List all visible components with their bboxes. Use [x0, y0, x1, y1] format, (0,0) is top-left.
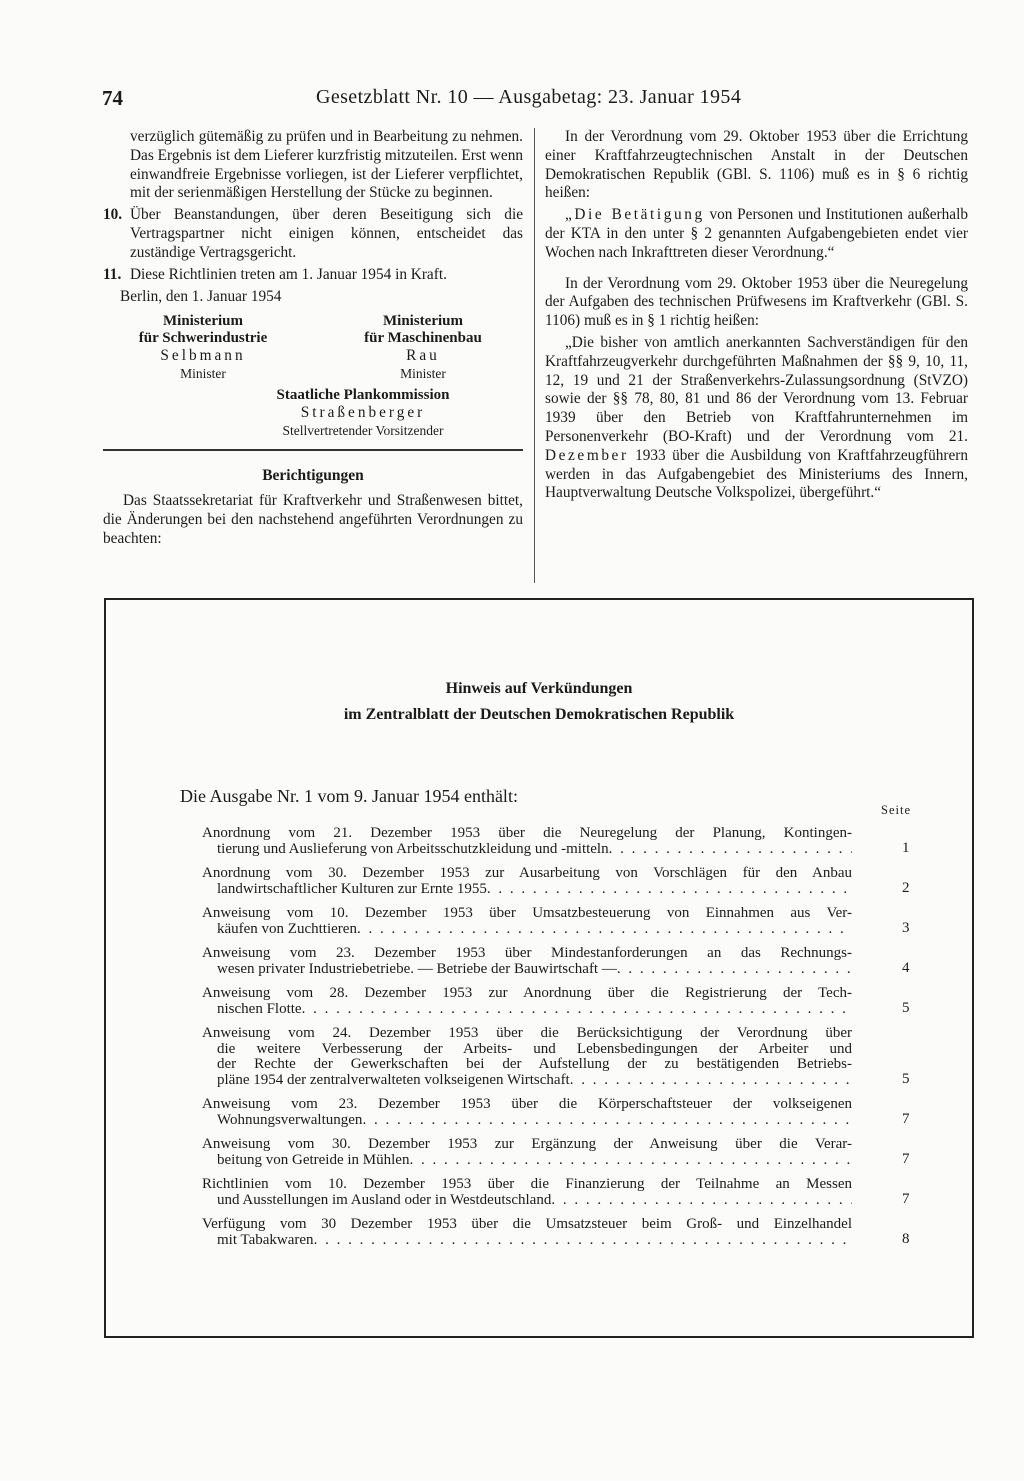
entry-page: 7 — [902, 1150, 910, 1167]
notice-title: Hinweis auf Verkündungen — [445, 680, 633, 697]
entry-line — [217, 1153, 852, 1169]
commission-name: Staatliche Plankommission — [276, 387, 450, 404]
signatory-role: Minister — [180, 366, 226, 382]
leader-dots — [570, 1073, 852, 1089]
entry-line — [217, 962, 852, 978]
signatory-name: Selbmann — [160, 347, 246, 365]
corrections-title: Berichtigungen — [262, 467, 364, 485]
entry-line — [217, 1002, 852, 1018]
commission-signature — [213, 387, 513, 439]
entry-text: pläne 1954 der zentralverwalteten volkseigenen Wirtschaft — [217, 1071, 570, 1088]
entry-line: Anweisung vom 28. Dezember 1953 zur Anordnung über die Registrierung der Tech- — [202, 985, 852, 1001]
page-column-label: Seite — [881, 803, 911, 817]
list-item — [202, 826, 952, 857]
list-item — [202, 906, 952, 937]
commission-role: Stellvertretender Vorsitzender — [282, 423, 444, 439]
entry-text: käufen von Zuchttieren — [217, 920, 357, 937]
signatures — [103, 313, 523, 382]
entry-page: 7 — [902, 1190, 910, 1207]
entry-page: 7 — [902, 1110, 910, 1127]
leader-dots — [609, 842, 852, 858]
page-number: 74 — [102, 86, 123, 110]
section-rule — [103, 449, 523, 451]
intro-text: verzüglich gütemäßig zu prüfen und in Bearbeitung zu nehmen. Das Ergebnis ist dem Lieferer kurzfristig mitzuteilen. Erst wenn einwandfreie Ergebnisse vorliegen, ist der Lieferer verpflichtet, mit der serienmäßigen Herstellung der Stücke zu beginnen. — [130, 128, 523, 202]
list-item-10 — [103, 206, 523, 262]
quote-spaced-text: „Die Betätigung — [565, 206, 705, 224]
entry-line: Anweisung vom 23. Dezember 1953 über die Körperschaftsteuer der volkseigenen — [202, 1096, 852, 1112]
place-date: Berlin, den 1. Januar 1954 — [120, 288, 282, 306]
quote-text: „Die bisher von amtlich anerkannten Sachverständigen für den Kraftfahrzeugverkehr durchgeführten Maßnahmen der §§ 9, 10, 11, 12, 19 und 21 der Straßenverkehrs-Zulassungsordnung (StVZO) sowie der §§ 78, 80, 81 und 86 der Verordnung vom 13. Februar 1939 über den Betrieb von Kraftfahrunternehmen im Personenverkehr (BO-Kraft) und der Verordnung vom 21. — [545, 333, 968, 445]
entry-line — [217, 1193, 852, 1209]
quote-spaced-text: Dezember — [545, 446, 629, 464]
list-item — [202, 986, 952, 1017]
leader-dots — [409, 1153, 852, 1169]
entry-line: die weitere Verbesserung der Arbeits- und Lebensbedingungen der Arbeiter und — [217, 1040, 852, 1057]
list-item-11 — [103, 266, 523, 285]
entry-line — [217, 1073, 852, 1089]
leader-dots — [314, 1233, 852, 1249]
list-item — [202, 866, 952, 897]
continued-item — [103, 128, 523, 203]
entry-line — [217, 922, 852, 938]
contents-list — [202, 826, 952, 1257]
correction-paragraph-2: In der Verordnung vom 29. Oktober 1953 über die Neuregelung der Aufgaben des technischen Prüfwesens im Kraftverkehr (GBl. S. 1106) muß es in § 1 richtig heißen: — [545, 274, 968, 330]
entry-page: 5 — [902, 999, 910, 1016]
list-item — [202, 1097, 952, 1128]
list-item — [202, 1177, 952, 1208]
issue-line: Die Ausgabe Nr. 1 vom 9. Januar 1954 enthält: — [180, 786, 518, 806]
entry-line: der Rechte der Gewerkschaften bei der Aufstellung der zu bestätigenden Betriebs- — [217, 1056, 852, 1072]
entry-line: Anordnung vom 30. Dezember 1953 zur Ausarbeitung von Vorschlägen für den Anbau — [202, 865, 852, 881]
ministry-name: Ministerium — [163, 313, 243, 330]
entry-text: nischen Flotte — [217, 1000, 302, 1017]
correction-quote-1 — [545, 206, 968, 262]
leader-dots — [302, 1002, 852, 1018]
entry-line: Richtlinien vom 10. Dezember 1953 über die Finanzierung der Teilnahme an Messen — [202, 1176, 852, 1192]
leader-dots — [357, 922, 852, 938]
quote-text: von Personen und Institutionen außerhalb der KTA in den unter § 2 genannten Aufgabengebieten endet vier Wochen nach Inkrafttreten dieser Verordnung.“ — [545, 206, 968, 261]
entry-line — [217, 882, 852, 898]
leader-dots — [551, 1193, 852, 1209]
entry-line: Anordnung vom 21. Dezember 1953 über die Neuregelung der Planung, Kontingen- — [202, 825, 852, 841]
entry-page: 2 — [902, 879, 910, 896]
signatory-name: Rau — [406, 347, 440, 365]
signature-block — [323, 313, 523, 382]
ministry-name: für Schwerindustrie — [138, 330, 268, 347]
entry-text: landwirtschaftlicher Kulturen zur Ernte 1955 — [217, 880, 487, 897]
entry-page: 1 — [902, 839, 910, 856]
list-item — [202, 1217, 952, 1248]
entry-text: beitung von Getreide in Mühlen — [217, 1151, 410, 1168]
entry-text: tierung und Auslieferung von Arbeitsschutzkleidung und -mitteln — [217, 840, 609, 857]
item-text: Über Beanstandungen, über deren Beseitigung sich die Vertragspartner nicht einigen können, entscheidet das zuständige Vertragsgericht. — [130, 206, 523, 261]
notice-subtitle: im Zentralblatt der Deutschen Demokratischen Republik — [343, 706, 735, 723]
correction-quote-2 — [545, 334, 968, 503]
column-divider — [534, 128, 535, 583]
entry-line: Anweisung vom 30. Dezember 1953 zur Ergänzung der Anweisung über die Verar- — [202, 1136, 852, 1152]
commission-signatory: Straßenberger — [300, 404, 426, 422]
corrections-text: Das Staatssekretariat für Kraftverkehr und Straßenwesen bittet, die Änderungen bei den nachstehend angeführten Verordnungen zu beachten: — [103, 491, 523, 547]
entry-line — [217, 1113, 852, 1129]
quote-text: 1933 über die Ausbildung von Kraftfahrzeugführern werden in das Aufgabengebiet des Ministeriums des Innern, Hauptverwaltung Deutsche Volkspolizei, übergeführt.“ — [545, 446, 968, 502]
correction-paragraph-1: In der Verordnung vom 29. Oktober 1953 über die Errichtung einer Kraftfahrzeugtechnischen Anstalt in der Deutschen Demokratischen Republik (GBl. S. 1106) muß es in § 6 richtig heißen: — [545, 128, 968, 202]
entry-text: Wohnungsverwaltungen — [217, 1111, 363, 1128]
entry-line: Anweisung vom 10. Dezember 1953 über Umsatzbesteuerung von Einnahmen aus Ver- — [202, 905, 852, 921]
ministry-name: für Maschinenbau — [364, 330, 482, 347]
entry-text: und Ausstellungen im Ausland oder in Westdeutschland — [217, 1191, 552, 1208]
left-column — [103, 128, 523, 548]
entry-page: 3 — [902, 919, 910, 936]
entry-text: wesen privater Industriebetriebe. — Betriebe der Bauwirtschaft — — [217, 960, 617, 977]
leader-dots — [362, 1113, 852, 1129]
signatory-role: Minister — [400, 366, 446, 382]
leader-dots — [617, 962, 852, 978]
entry-page: 5 — [902, 1070, 910, 1087]
leader-dots — [487, 882, 852, 898]
list-item — [202, 1137, 952, 1168]
item-number: 11. — [103, 265, 122, 283]
entry-page: 4 — [902, 959, 910, 976]
entry-line — [217, 842, 852, 858]
right-column — [545, 128, 968, 503]
list-item — [202, 1026, 952, 1088]
entry-line — [217, 1233, 852, 1249]
entry-text: mit Tabakwaren — [217, 1231, 314, 1248]
item-text: Diese Richtlinien treten am 1. Januar 1954 in Kraft. — [130, 265, 447, 283]
entry-page: 8 — [902, 1230, 910, 1247]
entry-line: Anweisung vom 24. Dezember 1953 über die Berücksichtigung der Verordnung über — [202, 1025, 852, 1041]
item-number: 10. — [103, 206, 123, 224]
ministry-name: Ministerium — [383, 313, 463, 330]
entry-line: Verfügung vom 30 Dezember 1953 über die Umsatzsteuer beim Groß- und Einzelhandel — [202, 1216, 852, 1232]
list-item — [202, 946, 952, 977]
running-header: Gesetzblatt Nr. 10 — Ausgabetag: 23. Januar 1954 — [316, 86, 742, 108]
signature-block — [103, 313, 303, 382]
entry-line: Anweisung vom 23. Dezember 1953 über Mindestanforderungen an das Rechnungs- — [202, 945, 852, 961]
notice-box — [104, 598, 974, 1338]
